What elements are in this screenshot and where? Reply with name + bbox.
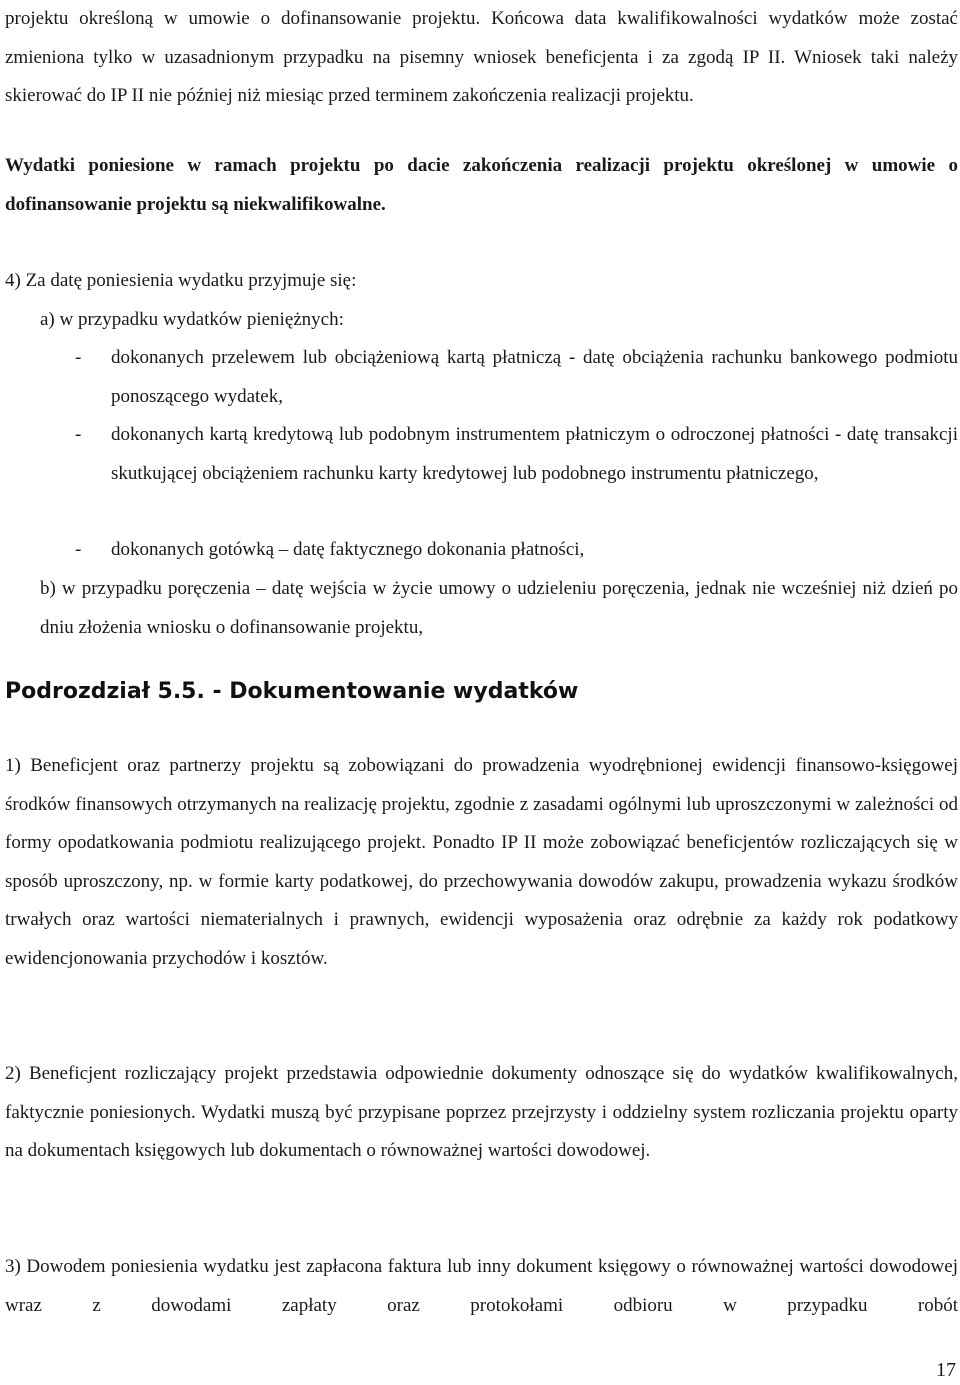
section-heading: Podrozdział 5.5. - Dokumentowanie wydatków (5, 679, 579, 704)
list-item-text: dokonanych gotówką – datę faktycznego dokonania płatności, (111, 539, 585, 560)
list-item-text: dokonanych przelewem lub obciążeniową kartą płatniczą - datę obciążenia rachunku bankowego podmiotu ponoszącego wydatek, (111, 347, 958, 407)
list-item-text: dokonanych kartą kredytową lub podobnym instrumentem płatniczym o odroczonej płatności - datę transakcji skutkującej obciążeniem rachunku karty kredytowej lub podobnego instrumentu płatniczego, (111, 424, 958, 484)
point-4-a-label: a) w przypadku wydatków pieniężnych: (40, 309, 344, 330)
dash-marker: - (75, 347, 82, 368)
page-number: 17 (936, 1359, 956, 1381)
dash-marker: - (75, 424, 82, 445)
paragraph-eligibility-end-date: projektu określoną w umowie o dofinansowanie projektu. Końcowa data kwalifikowalności wydatków może zostać zmieniona tylko w uzasadnionym przypadku na pisemny wniosek beneficjenta i za zgodą IP II. Wniosek taki należy skierować do IP II nie później niż miesiąc przed terminem zakończenia realizacji projektu. (5, 8, 958, 106)
dash-marker: - (75, 539, 82, 560)
point-4-intro: 4) Za datę poniesienia wydatku przyjmuje się: (5, 270, 357, 291)
section-paragraph-1: 1) Beneficjent oraz partnerzy projektu są zobowiązani do prowadzenia wyodrębnionej ewidencji finansowo-księgowej środków finansowych otrzymanych na realizację projektu, zgodnie z zasadami ogólnymi lub uproszczonymi w zależności od formy opodatkowania podmiotu realizującego projekt. Ponadto IP II może zobowiązać beneficjentów rozliczających się w sposób uproszczony, np. w formie karty podatkowej, do przechowywania dowodów zakupu, prowadzenia wykazu środków trwałych oraz wartości niematerialnych i prawnych, ewidencji wyposażenia oraz odrębnie za każdy rok podatkowy ewidencjonowania przychodów i kosztów. (5, 755, 958, 969)
section-paragraph-2: 2) Beneficjent rozliczający projekt przedstawia odpowiednie dokumenty odnoszące się do wydatków kwalifikowalnych, faktycznie poniesionych. Wydatki muszą być przypisane poprzez przejrzysty i oddzielny system rozliczania projektu oparty na dokumentach księgowych lub dokumentach o równoważnej wartości dowodowej. (5, 1063, 958, 1161)
point-4-b-text: b) w przypadku poręczenia – datę wejścia w życie umowy o udzieleniu poręczenia, jednak nie wcześniej niż dzień po dniu złożenia wniosku o dofinansowanie projektu, (40, 578, 958, 638)
section-paragraph-3: 3) Dowodem poniesienia wydatku jest zapłacona faktura lub inny dokument księgowy o równoważnej wartości dowodowej wraz z dowodami zapłaty oraz protokołami odbioru w przypadku robót (5, 1256, 958, 1316)
paragraph-ineligible-expenses: Wydatki poniesione w ramach projektu po dacie zakończenia realizacji projektu określonej w umowie o dofinansowanie projektu są niekwalifikowalne. (5, 155, 958, 215)
